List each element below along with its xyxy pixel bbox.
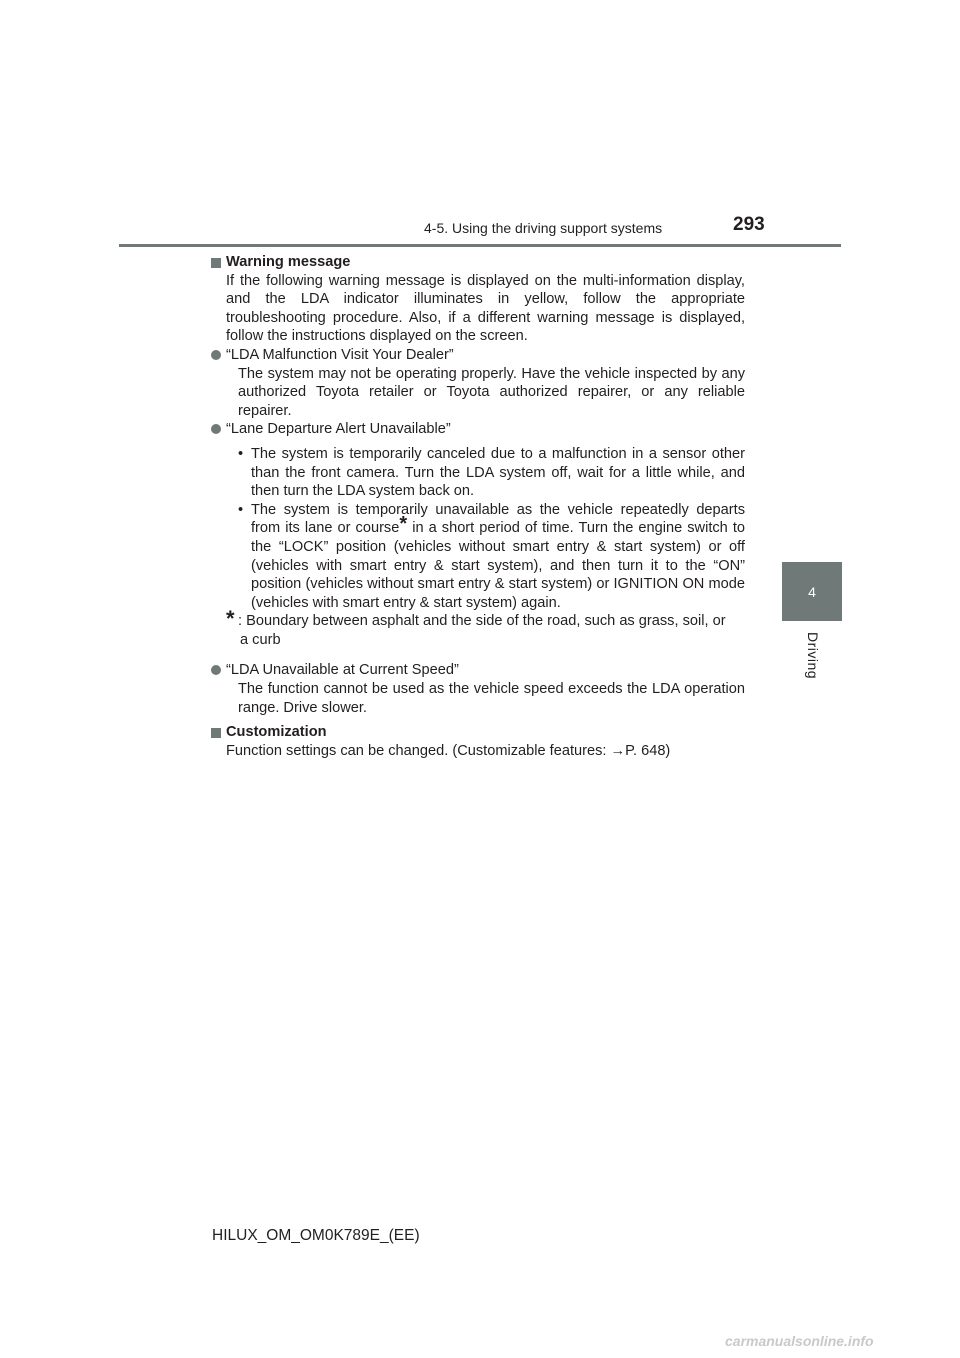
document-id: HILUX_OM_OM0K789E_(EE) <box>212 1227 420 1244</box>
list-item: “LDA Malfunction Visit Your Dealer” <box>211 346 745 365</box>
sub-list-item: • The system is temporarily unavailable as the vehicle repeatedly departs from its lane or course* in a short period of time. Turn the engine switch to the “LOCK” position (vehicles without smart entry & start system) or off (vehicles with smart entry & start system), and then turn it to the “ON” position (vehicles without smart entry & start system) or IGNITION ON mode (vehicles with smart entry & start system) again. <box>238 501 745 611</box>
dot-bullet-icon: • <box>238 501 244 518</box>
circle-bullet-icon <box>211 424 221 434</box>
footnote-marker: * <box>399 513 408 536</box>
chapter-tab[interactable] <box>782 562 842 621</box>
footnote-star: * <box>226 606 235 632</box>
footnote <box>211 606 745 632</box>
list-item-body: The function cannot be used as the vehicle speed exceeds the LDA operation range. Drive slower. <box>238 681 745 716</box>
section-title: 4-5. Using the driving support systems <box>424 220 663 236</box>
footnote-continuation: a curb <box>240 631 281 648</box>
page-reference-link[interactable]: P. 648) <box>625 742 671 759</box>
chapter-label: Driving <box>805 632 821 680</box>
square-bullet-icon <box>211 728 221 738</box>
customization-heading: Customization <box>211 723 745 742</box>
header-divider <box>119 244 841 247</box>
list-item: “Lane Departure Alert Unavailable” <box>211 420 745 439</box>
chapter-number: 4 <box>808 583 816 600</box>
circle-bullet-icon <box>211 350 221 360</box>
list-item-body: The system may not be operating properly. Have the vehicle inspected by any authorized Toyota retailer or Toyota authorized repairer, or any reliable repairer. <box>238 365 745 419</box>
watermark: carmanualsonline.info <box>725 1333 874 1349</box>
main-content <box>211 253 745 760</box>
arrow-icon: → <box>610 742 626 759</box>
footnote-text: : Boundary between asphalt and the side of the road, such as grass, soil, or <box>238 613 726 630</box>
dot-bullet-icon: • <box>238 445 244 462</box>
page-number: 293 <box>733 214 765 235</box>
sub-list-item: • The system is temporarily canceled due to a malfunction in a sensor other than the front camera. Turn the LDA system off, wait for a little while, and then turn the LDA system back on. <box>238 445 745 500</box>
sub-list <box>211 445 745 612</box>
circle-bullet-icon <box>211 665 221 675</box>
customization-body: Function settings can be changed. (Customizable features: →P. 648) <box>226 742 671 759</box>
warning-intro: If the following warning message is displayed on the multi-information display, and the LDA indicator illuminates in yellow, follow the appropriate troubleshooting procedure. Also, if a different warning message is displayed, follow the instructions displayed on the screen. <box>226 272 745 345</box>
square-bullet-icon <box>211 258 221 268</box>
warning-heading: Warning message <box>211 253 745 272</box>
list-item: “LDA Unavailable at Current Speed” <box>211 661 745 680</box>
